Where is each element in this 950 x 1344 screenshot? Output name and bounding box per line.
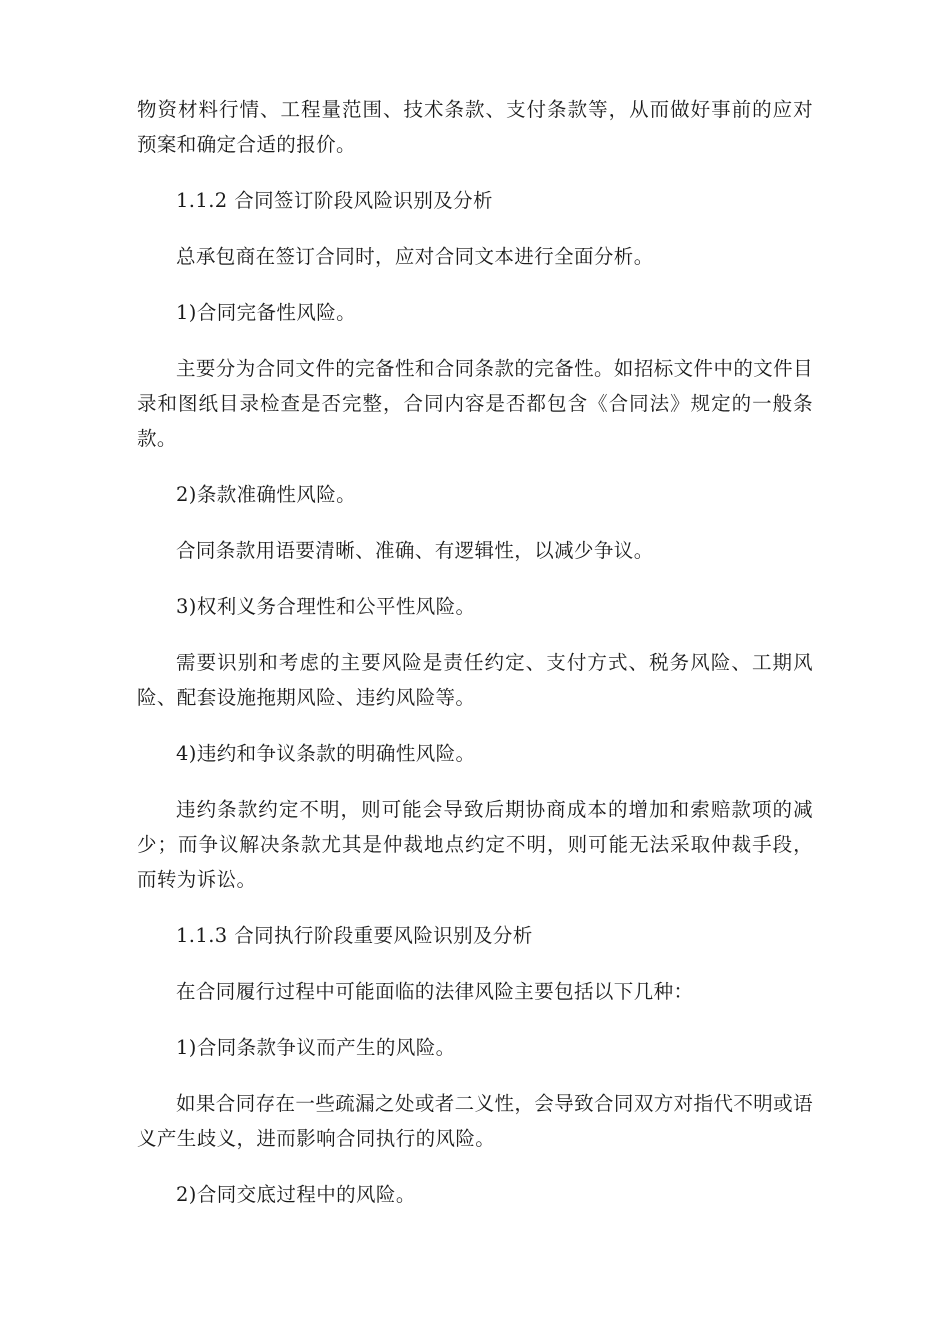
paragraph: 需要识别和考虑的主要风险是责任约定、支付方式、税务风险、工期风险、配套设施拖期风险、违约风险等。: [137, 651, 813, 709]
section-heading-1-1-3: 1.1.3 合同执行阶段重要风险识别及分析: [176, 924, 533, 947]
section-heading-1-1-2: 1.1.2 合同签订阶段风险识别及分析: [176, 189, 493, 212]
paragraph: 违约条款约定不明，则可能会导致后期协商成本的增加和索赔款项的减少；而争议解决条款尤其是仲裁地点约定不明，则可能无法采取仲裁手段，而转为诉讼。: [137, 798, 813, 891]
paragraph: 在合同履行过程中可能面临的法律风险主要包括以下几种：: [176, 980, 694, 1003]
list-item-heading: 4)违约和争议条款的明确性风险。: [176, 742, 476, 765]
paragraph: 总承包商在签订合同时，应对合同文本进行全面分析。: [176, 245, 654, 268]
document-body: [137, 92, 813, 1233]
list-item-heading: 2)条款准确性风险。: [176, 483, 357, 506]
list-item-heading: 1)合同条款争议而产生的风险。: [176, 1036, 456, 1059]
paragraph-continuation: 物资材料行情、工程量范围、技术条款、支付条款等，从而做好事前的应对预案和确定合适的报价。: [137, 98, 813, 156]
list-item-heading: 2)合同交底过程中的风险。: [176, 1183, 416, 1206]
paragraph: 主要分为合同文件的完备性和合同条款的完备性。如招标文件中的文件目录和图纸目录检查是否完整，合同内容是否都包含《合同法》规定的一般条款。: [137, 357, 813, 450]
paragraph: 如果合同存在一些疏漏之处或者二义性，会导致合同双方对指代不明或语义产生歧义，进而影响合同执行的风险。: [137, 1092, 813, 1150]
list-item-heading: 3)权利义务合理性和公平性风险。: [176, 595, 476, 618]
paragraph: 合同条款用语要清晰、准确、有逻辑性，以减少争议。: [176, 539, 654, 562]
list-item-heading: 1)合同完备性风险。: [176, 301, 357, 324]
